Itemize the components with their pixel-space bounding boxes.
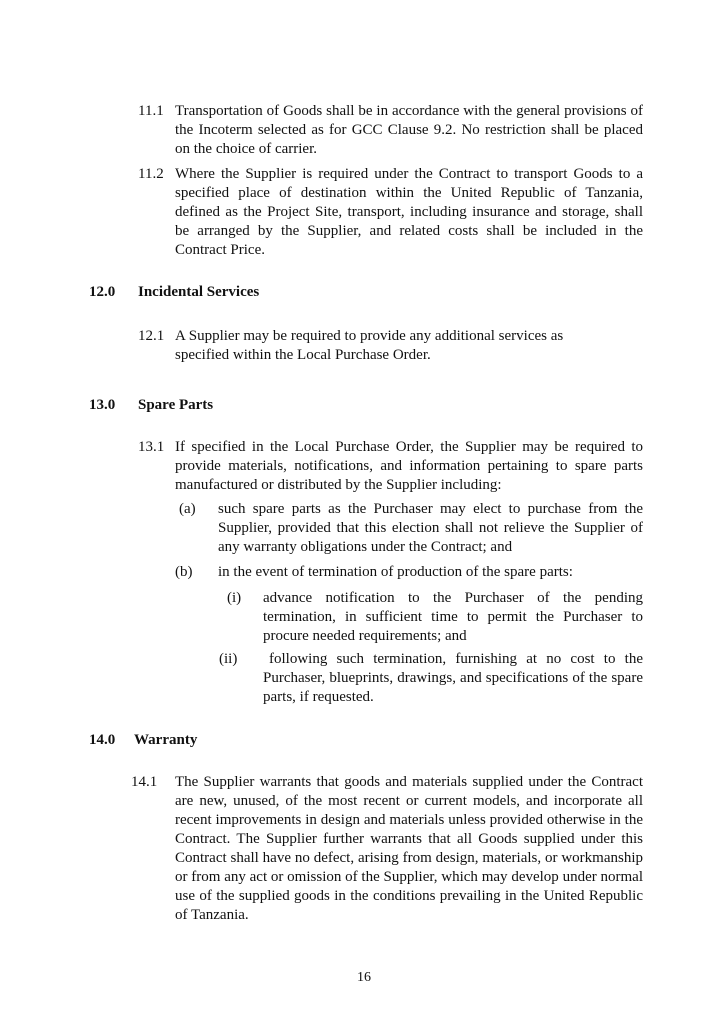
clause-13-1-text: If specified in the Local Purchase Order, the Supplier may be required to provide materials, notifications, and information pertaining to spare parts manufactured or distributed by the Supplier including: [175,439,643,493]
section-13-number: 13.0 [89,397,116,413]
section-14-title: Warranty [134,732,198,748]
clause-13-1-number: 13.1 [138,439,165,455]
clause-11-2-number: 11.2 [138,166,164,182]
clause-14-1-text: The Supplier warrants that goods and materials supplied under the Contract are new, unused, of the most recent or current models, and incorporate all recent improvements in design and materials unless provided otherwise in the Contract. The Supplier further warrants that all Goods supplied under this Contract shall have no defect, arising from design, materials, or workmanship or from any act or omission of the Supplier, which may develop under normal use of the supplied goods in the conditions prevailing in the United Republic of Tanzania. [175,774,643,923]
section-12-number: 12.0 [89,284,116,300]
clause-12-1-number: 12.1 [138,328,165,344]
item-b-label: (b) [175,564,193,580]
section-12-title: Incidental Services [138,284,260,300]
clause-12-1-line-1: A Supplier may be required to provide any additional services as [175,328,564,344]
clause-14-1-number: 14.1 [131,774,158,790]
clause-12-1-line-2: specified within the Local Purchase Order. [175,347,431,363]
clause-11-2-text: Where the Supplier is required under the Contract to transport Goods to a specified place of destination within the United Republic of Tanzania, defined as the Project Site, transport, including insurance and storage, shall be arranged by the Supplier, and related costs shall be included in the Contract Price. [175,166,643,258]
item-b-text: in the event of termination of production of the spare parts: [218,564,573,580]
subitem-ii-text: following such termination, furnishing at no cost to the Purchaser, blueprints, drawings, and specifications of the spare parts, if requested. [263,651,643,705]
section-13-title: Spare Parts [138,397,214,413]
item-a-text: such spare parts as the Purchaser may elect to purchase from the Supplier, provided that this election shall not relieve the Supplier of any warranty obligations under the Contract; and [218,501,643,555]
item-a-label: (a) [179,501,196,517]
section-14-number: 14.0 [89,732,116,748]
subitem-i-text: advance notification to the Purchaser of the pending termination, in sufficient time to permit the Purchaser to procure needed requirements; and [263,590,643,644]
clause-11-1-number: 11.1 [138,103,164,119]
subitem-i-label: (i) [227,590,242,606]
subitem-ii-label: (ii) [219,651,238,667]
clause-11-1-text: Transportation of Goods shall be in accordance with the general provisions of the Incoterm selected as for GCC Clause 9.2. No restriction shall be placed on the choice of carrier. [175,103,643,157]
page-number: 16 [357,970,371,985]
